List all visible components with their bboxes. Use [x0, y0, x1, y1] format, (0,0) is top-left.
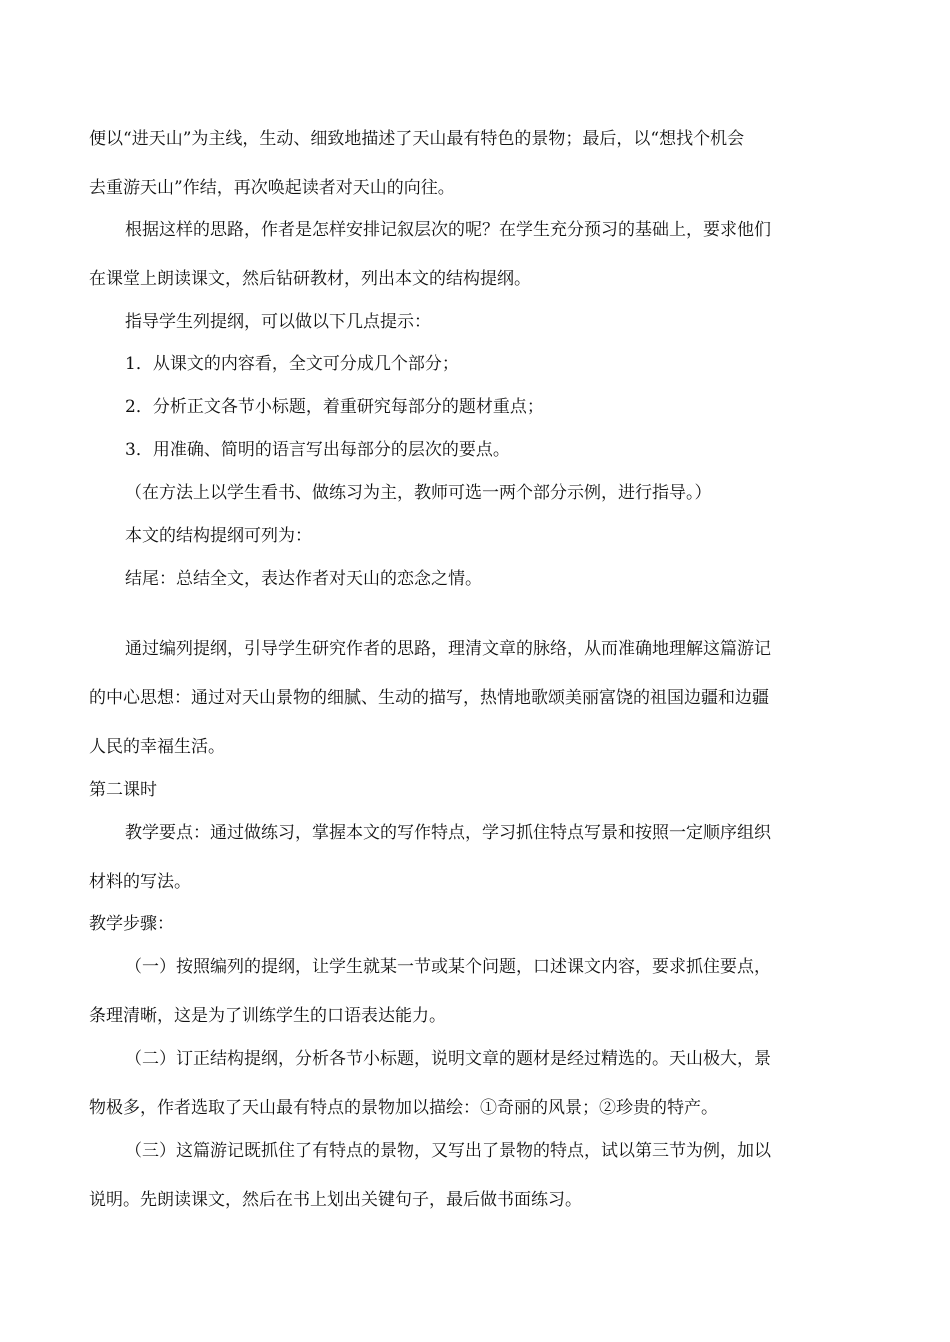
paragraph-line: 本文的结构提纲可列为： — [125, 526, 312, 546]
paragraph-line: 教学要点：通过做练习，掌握本文的写作特点，学习抓住特点写景和按照一定顺序组织 — [125, 823, 771, 843]
paragraph-line: 结尾：总结全文，表达作者对天山的恋念之情。 — [125, 569, 482, 589]
paragraph-line: （一）按照编列的提纲，让学生就某一节或某个问题，口述课文内容，要求抓住要点， — [125, 957, 771, 977]
note-line: （在方法上以学生看书、做练习为主，教师可选一两个部分示例，进行指导。） — [125, 483, 712, 503]
body-line: 便以“进天山”为主线，生动、细致地描述了天山最有特色的景物；最后，以“想找个机会 — [89, 129, 745, 149]
paragraph-line: 通过编列提纲，引导学生研究作者的思路，理清文章的脉络，从而准确地理解这篇游记 — [125, 639, 771, 659]
body-line: 物极多，作者选取了天山最有特点的景物加以描绘：①奇丽的风景；②珍贵的特产。 — [89, 1098, 718, 1118]
paragraph-line: （二）订正结构提纲，分析各节小标题，说明文章的题材是经过精选的。天山极大，景 — [125, 1049, 771, 1069]
list-item: 2．分析正文各节小标题，着重研究每部分的题材重点； — [125, 397, 544, 417]
paragraph-line: （三）这篇游记既抓住了有特点的景物，又写出了景物的特点，试以第三节为例，加以 — [125, 1141, 771, 1161]
list-item: 3．用准确、简明的语言写出每部分的层次的要点。 — [125, 440, 510, 460]
section-heading: 教学步骤： — [89, 914, 174, 934]
body-line: 条理清晰，这是为了训练学生的口语表达能力。 — [89, 1006, 446, 1026]
body-line: 的中心思想：通过对天山景物的细腻、生动的描写，热情地歌颂美丽富饶的祖国边疆和边疆 — [89, 688, 769, 708]
section-heading: 第二课时 — [89, 780, 157, 800]
body-line: 在课堂上朗读课文，然后钻研教材，列出本文的结构提纲。 — [89, 269, 531, 289]
body-line: 说明。先朗读课文，然后在书上划出关键句子，最后做书面练习。 — [89, 1190, 582, 1210]
body-line: 材料的写法。 — [89, 872, 191, 892]
paragraph-line: 指导学生列提纲，可以做以下几点提示： — [125, 312, 431, 332]
paragraph-line: 根据这样的思路，作者是怎样安排记叙层次的呢？在学生充分预习的基础上，要求他们 — [125, 220, 771, 240]
body-line: 人民的幸福生活。 — [89, 737, 225, 757]
list-item: 1．从课文的内容看，全文可分成几个部分； — [125, 354, 459, 374]
body-line: 去重游天山”作结，再次唤起读者对天山的向往。 — [89, 178, 455, 198]
